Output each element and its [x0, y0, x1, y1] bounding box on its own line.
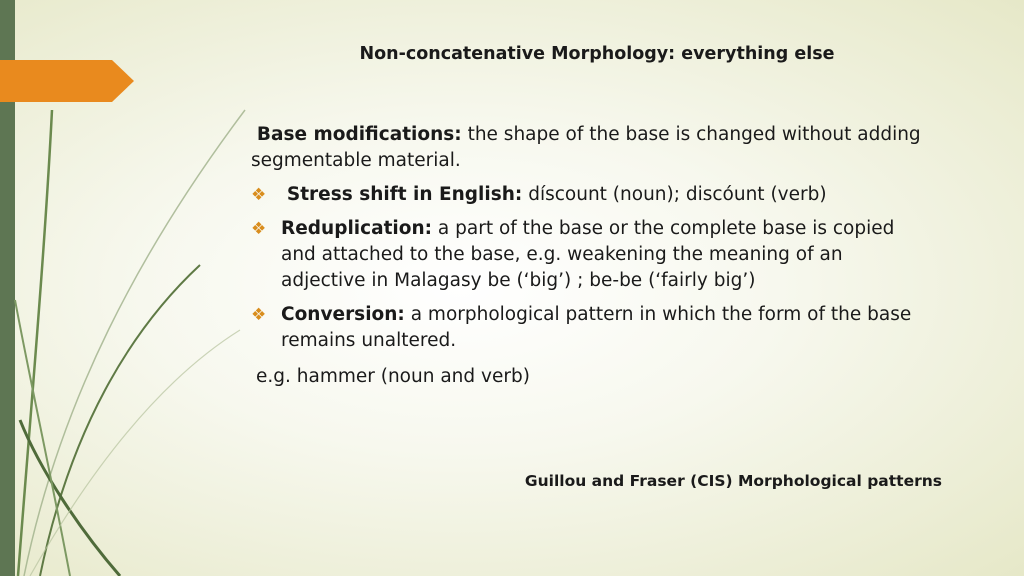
bullet-text: a morphological pattern in which the form of the base remains unaltered. — [281, 304, 912, 351]
intro-term: Base modifications: — [256, 124, 462, 145]
bullet-conversion — [251, 302, 931, 354]
example-line: e.g. hammer (noun and verb) — [256, 366, 530, 387]
diamond-bullet-icon: ❖ — [251, 185, 267, 205]
bullet-term: Stress shift in English: — [286, 184, 523, 205]
intro-paragraph — [251, 122, 931, 174]
intro-text: the shape of the base is changed without adding segmentable material. — [251, 124, 921, 171]
slide-footer: Guillou and Fraser (CIS) Morphological patterns — [524, 472, 942, 490]
bullet-stress-shift — [251, 182, 931, 208]
slide-body — [251, 122, 931, 390]
bullet-text: díscount (noun); discóunt (verb) — [522, 184, 827, 205]
bullet-reduplication — [251, 216, 931, 294]
bullet-term: Reduplication: — [281, 218, 433, 239]
bullet-term: Conversion: — [281, 304, 405, 325]
diamond-bullet-icon: ❖ — [251, 219, 267, 239]
diamond-bullet-icon: ❖ — [251, 305, 267, 325]
orange-tab-shape — [0, 60, 134, 102]
bullet-text: a part of the base or the complete base is copied and attached to the base, e.g. weakening the meaning of an adjective in Malagasy be (‘big’) ; be-be (‘fairly big’) — [281, 218, 895, 291]
slide-title: Non-concatenative Morphology: everything else — [359, 44, 835, 64]
